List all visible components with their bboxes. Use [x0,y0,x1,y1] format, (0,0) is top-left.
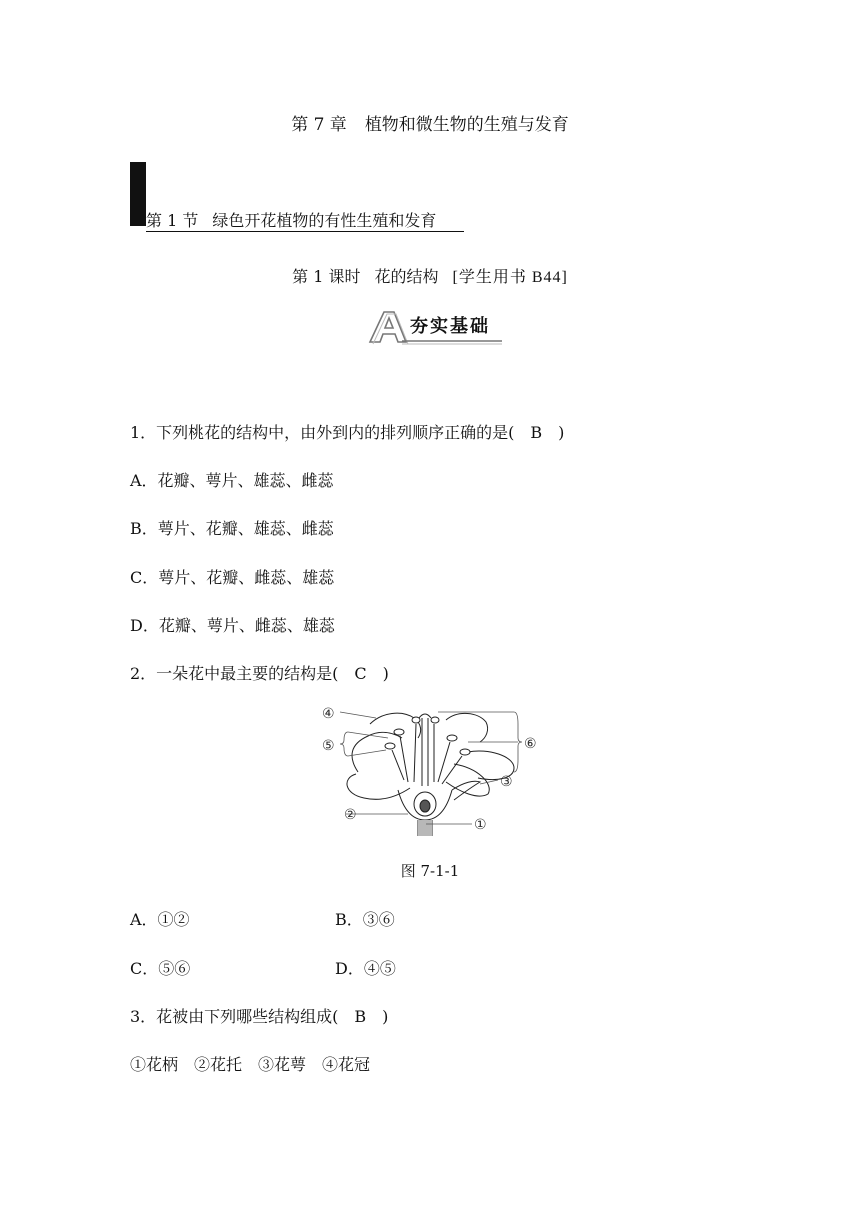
lesson-number: 第 1 课时 [292,267,361,286]
section-title [146,212,464,232]
chapter-name: 植物和微生物的生殖与发育 [364,115,569,135]
question-1-stem: 1．下列桃花的结构中，由外到内的排列顺序正确的是( B ) [130,423,565,442]
question-1-option-c: C．萼片、花瓣、雌蕊、雄蕊 [130,568,335,587]
question-2-option-a: A．①② [130,910,190,929]
label-2: ② [344,807,357,823]
question-2-option-b: B．③⑥ [335,910,395,929]
question-2-stem: 2．一朵花中最主要的结构是( C ) [130,664,389,683]
chapter-number: 第 7 章 [291,115,347,135]
section-badge [366,308,506,348]
label-4: ④ [322,706,335,722]
flower-structure-figure [318,702,548,836]
badge-text: 夯实基础 [410,316,490,337]
label-5: ⑤ [322,738,335,754]
lesson-title [0,264,860,287]
section-marker-bar [130,162,146,226]
label-6: ⑥ [524,736,537,752]
chapter-title [0,110,860,135]
label-3: ③ [500,774,513,790]
question-3-stem: 3．花被由下列哪些结构组成( B ) [130,1007,389,1026]
question-1-option-a: A．花瓣、萼片、雄蕊、雌蕊 [130,471,334,490]
petal-left [352,732,402,772]
question-2-option-d: D．④⑤ [335,959,396,978]
question-3-choices-line: ①花柄 ②花托 ③花萼 ④花冠 [130,1055,371,1074]
lesson-name: 花的结构 [374,267,439,286]
question-1-option-d: D．花瓣、萼片、雌蕊、雄蕊 [130,616,335,635]
question-1-option-b: B．萼片、花瓣、雄蕊、雌蕊 [130,519,334,538]
book-reference: [学生用书 B44] [452,269,568,286]
section-number: 第 1 节 [146,211,199,230]
question-2-option-c: C．⑤⑥ [130,959,191,978]
section-name: 绿色开花植物的有性生殖和发育 [212,211,437,230]
figure-caption: 图 7-1-1 [400,862,460,880]
label-1: ① [474,817,487,833]
